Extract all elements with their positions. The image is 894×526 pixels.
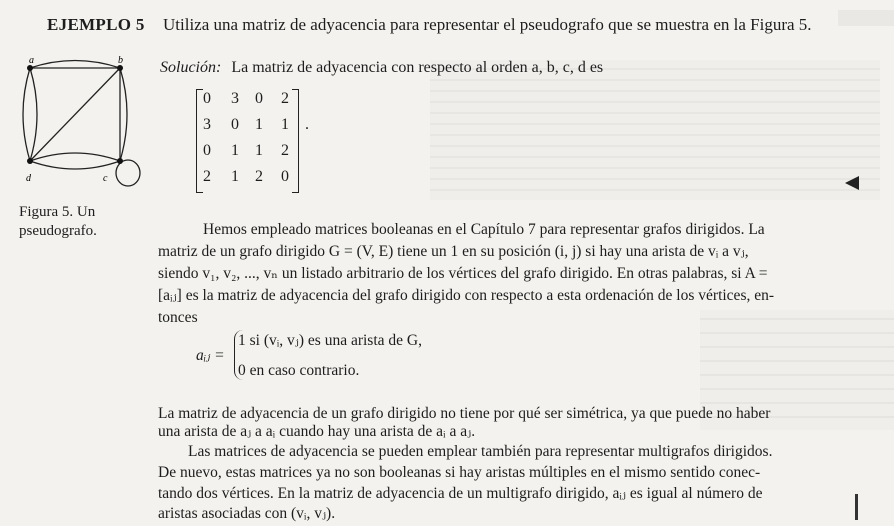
vertex-label-b: b — [118, 55, 123, 66]
matrix-cell: 2 — [281, 142, 289, 159]
paragraph3-line: De nuevo, estas matrices ya no son booleanas si hay aristas múltiples en el mismo sentido conec- — [158, 464, 761, 481]
matrix-cell: 1 — [231, 168, 239, 185]
paragraph1-line: Hemos empleado matrices booleanas en el Capítulo 7 para representar grafos dirigidos. La — [203, 221, 765, 238]
matrix-cell: 0 — [203, 142, 211, 159]
matrix-cell: 1 — [281, 116, 289, 133]
vertex-d — [27, 158, 33, 164]
pseudograph-figure — [20, 55, 145, 195]
vertex-c — [117, 158, 123, 164]
matrix-cell: 1 — [255, 116, 263, 133]
example-label: EJEMPLO 5 — [47, 15, 145, 34]
matrix-cell: 2 — [281, 90, 289, 107]
vertex-label-a: a — [29, 55, 34, 66]
paragraph1-line: matriz de un grafo dirigido G = (V, E) tiene un 1 en su posición (i, j) si hay una arista de vᵢ a vⱼ, — [158, 243, 749, 260]
vertex-label-c: c — [103, 173, 108, 184]
matrix-cell: 1 — [231, 142, 239, 159]
margin-bar — [855, 494, 858, 520]
matrix-cell: 2 — [203, 168, 211, 185]
page-marker-icon — [845, 176, 859, 190]
vertex-label-d: d — [26, 173, 31, 184]
formula-lhs: aᵢⱼ = — [196, 347, 225, 364]
paragraph2-line: una arista de aⱼ a aᵢ cuando hay una arista de aᵢ a aⱼ. — [158, 423, 476, 440]
paragraph1-line: siendo v₁, v₂, ..., vₙ un listado arbitrario de los vértices del grafo dirigido. En otras palabras, si A = — [158, 265, 768, 282]
paragraph2-line: La matriz de adyacencia de un grafo dirigido no tiene por qué ser simétrica, ya que puede no haber — [158, 405, 771, 422]
solution-text: La matriz de adyacencia con respecto al orden a, b, c, d es — [231, 59, 604, 76]
matrix-cell: 3 — [203, 116, 211, 133]
formula-case-2: 0 en caso contrario. — [238, 362, 360, 379]
matrix-cell: 0 — [281, 168, 289, 185]
matrix-cell: 0 — [203, 90, 211, 107]
matrix-cell: 0 — [231, 116, 239, 133]
paragraph3-line: tando dos vértices. En la matriz de adyacencia de un multigrafo dirigido, aᵢⱼ es igual al número de — [158, 485, 763, 502]
solution-label: Solución: — [160, 59, 222, 76]
matrix-cell: 3 — [231, 90, 239, 107]
paragraph3-line: Las matrices de adyacencia se pueden emplear también para representar multigrafos dirigidos. — [188, 443, 773, 460]
paragraph1-line: [aᵢⱼ] es la matriz de adyacencia del grafo dirigido con respecto a esta ordenación de los vértices, en- — [158, 287, 775, 304]
matrix-cell: 0 — [255, 90, 263, 107]
example-statement: Utiliza una matriz de adyacencia para representar el pseudografo que se muestra en la Figura 5. — [163, 15, 812, 34]
paragraph3-line: aristas asociadas con (vᵢ, vⱼ). — [158, 505, 336, 522]
matrix-period: . — [305, 116, 309, 133]
paragraph1-line: tonces — [158, 309, 198, 326]
formula-case-1: 1 si (vᵢ, vⱼ) es una arista de G, — [238, 332, 422, 349]
figure-caption: Figura 5. Un pseudografo. — [19, 204, 97, 239]
matrix-cell: 2 — [255, 168, 263, 185]
matrix-cell: 1 — [255, 142, 263, 159]
adjacency-matrix — [196, 87, 309, 195]
